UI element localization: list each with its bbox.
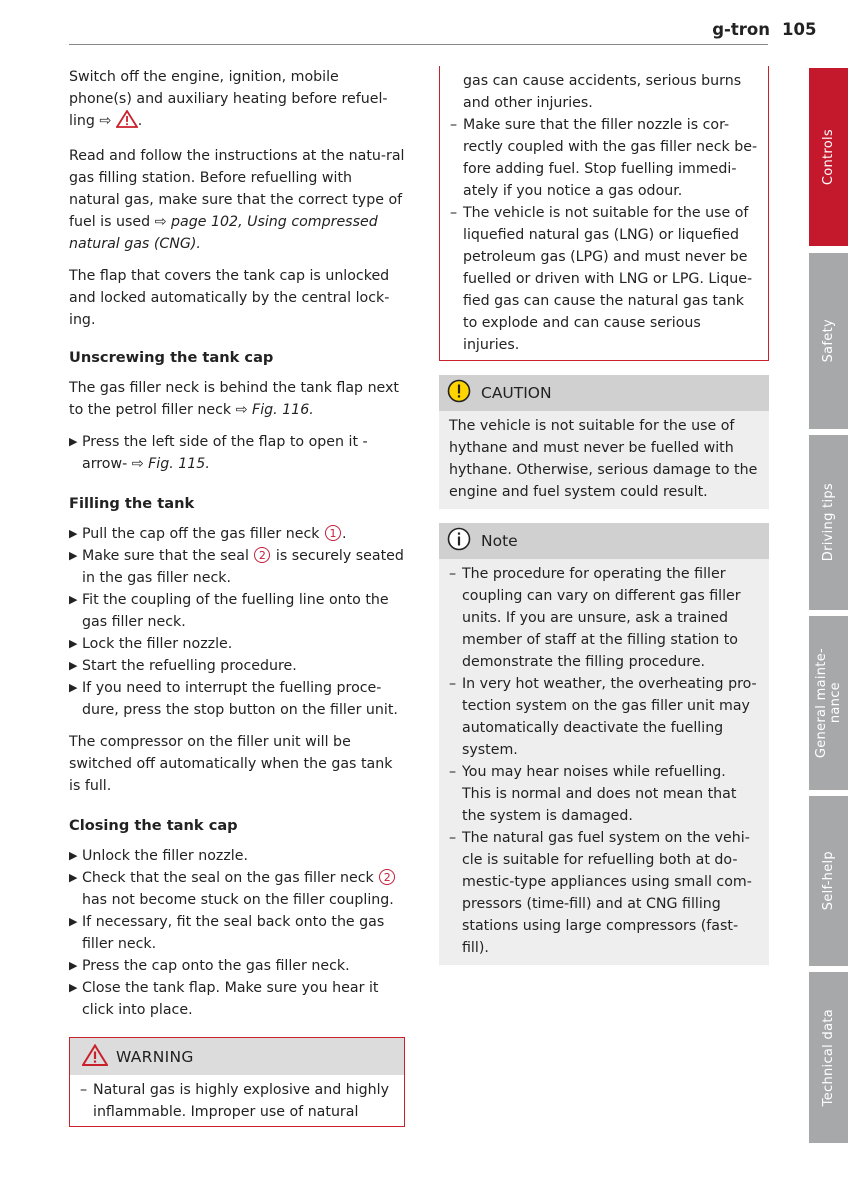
caution-box [439, 375, 769, 509]
warning-triangle-icon [116, 110, 138, 135]
list-item-continued: gas can cause accidents, serious burns and other injuries. [463, 73, 742, 111]
caution-title: CAUTION [481, 384, 552, 402]
bullet-arrow-icon: ▶ [69, 915, 78, 928]
list-item: ▶ Fit the coupling of the fuelling line onto the gas filler neck. [69, 589, 405, 633]
list-item: – You may hear noises while refuelling. This is normal and does not mean that the system is damaged. [449, 764, 737, 824]
list-item: ▶ If necessary, fit the seal back onto the gas filler neck. [69, 911, 405, 955]
intro-paragraph-1: Switch off the engine, ignition, mobile phone(s) and auxiliary heating before refuel-ling ⇨ . [69, 66, 405, 135]
left-column [69, 66, 405, 1127]
list-item: ▶ If you need to interrupt the fuelling proce-dure, press the stop button on the filler unit. [69, 677, 405, 721]
tab-safety[interactable]: Safety [809, 253, 848, 429]
warning-triangle-icon [82, 1044, 108, 1070]
caution-exclamation-icon [447, 379, 471, 407]
bullet-arrow-icon: ▶ [69, 849, 78, 862]
page-reference-link[interactable]: page 102, Using compressed natural gas (CNG). [69, 214, 378, 252]
unscrew-paragraph: The gas filler neck is behind the tank flap next to the petrol filler neck ⇨ Fig. 116. [69, 380, 399, 418]
list-item: – In very hot weather, the overheating pro-tection system on the gas filler unit may automatically deactivate the fuelling system. [449, 676, 757, 758]
list-item: – The procedure for operating the filler coupling can vary on different gas filler units. If you are unsure, ask a trained member of staff at the filling station to demonstrate the filling procedure. [449, 566, 741, 670]
list-item: – Make sure that the filler nozzle is cor-rectly coupled with the gas filler neck be-fore adding fuel. Stop fuelling immedi-ately if you notice a gas odour. [450, 117, 758, 199]
tab-self-help[interactable]: Self-help [809, 796, 848, 966]
list-item: – The natural gas fuel system on the vehi-cle is suitable for refuelling both at do-mestic-type appliances using small com-pressors (time-fill) and at CNG filling stations using large compressors (fast-fill). [449, 830, 752, 956]
list-item: ▶ Lock the filler nozzle. [69, 633, 405, 655]
right-column [439, 66, 769, 965]
unscrew-steps [69, 431, 405, 475]
note-title: Note [481, 532, 518, 550]
list-item: ▶ Close the tank flap. Make sure you hear it click into place. [69, 977, 405, 1021]
filling-after-paragraph: The compressor on the filler unit will be switched off automatically when the gas tank is full. [69, 734, 393, 794]
note-body [439, 559, 769, 965]
bullet-arrow-icon: ▶ [69, 681, 78, 694]
caution-body [439, 411, 769, 509]
heading-closing: Closing the tank cap [69, 817, 238, 834]
tab-technical-data[interactable]: Technical data [809, 972, 848, 1143]
bullet-arrow-icon: ▶ [69, 871, 78, 884]
header-rule [69, 44, 768, 45]
bullet-arrow-icon: ▶ [69, 435, 78, 448]
filling-steps [69, 523, 405, 721]
callout-number-2: 2 [379, 869, 395, 885]
list-item: – The vehicle is not suitable for the use of liquefied natural gas (LNG) or liquefied petroleum gas (LPG) and must never be fuelled or driven with LNG or LPG. Lique-fied gas can cause the natural gas tank to explode and can cause serious injuries. [450, 205, 753, 353]
list-item: ▶ Press the left side of the flap to open it -arrow- ⇨ Fig. 115. [69, 431, 405, 475]
bullet-arrow-icon: ▶ [69, 593, 78, 606]
warning-body [70, 1075, 404, 1126]
bullet-arrow-icon: ▶ [69, 527, 78, 540]
list-item: ▶ Check that the seal on the gas filler neck 2 has not become stuck on the filler coupling. [69, 867, 405, 911]
tab-general-maintenance[interactable]: General mainte- nance [809, 616, 848, 790]
intro-paragraph-2: Read and follow the instructions at the natu-ral gas filling station. Before refuelling with natural gas, make sure that the correct type of fuel is used ⇨ page 102, Using compressed natural gas (CNG). [69, 148, 405, 252]
callout-number-2: 2 [254, 547, 270, 563]
bullet-arrow-icon: ▶ [69, 637, 78, 650]
list-item: ▶ Pull the cap off the gas filler neck 1 . [69, 523, 405, 545]
page-number: 105 [782, 20, 817, 39]
heading-unscrewing: Unscrewing the tank cap [69, 349, 274, 366]
closing-steps [69, 845, 405, 1021]
bullet-arrow-icon: ▶ [69, 959, 78, 972]
figure-reference-link[interactable]: Fig. 115. [148, 456, 210, 472]
tab-controls[interactable]: Controls [809, 68, 848, 246]
caution-header [439, 375, 769, 411]
list-item: ▶ Start the refuelling procedure. [69, 655, 405, 677]
list-item: ▶ Make sure that the seal 2 is securely seated in the gas filler neck. [69, 545, 405, 589]
figure-reference-link[interactable]: Fig. 116. [252, 402, 314, 418]
bullet-arrow-icon: ▶ [69, 981, 78, 994]
warning-header [70, 1038, 404, 1075]
intro-paragraph-3: The flap that covers the tank cap is unlocked and locked automatically by the central lock-ing. [69, 268, 390, 328]
warning-box-continued [439, 66, 769, 361]
bullet-arrow-icon: ▶ [69, 659, 78, 672]
bullet-arrow-icon: ▶ [69, 549, 78, 562]
list-item: – Natural gas is highly explosive and highly inflammable. Improper use of natural [80, 1082, 390, 1120]
list-item: ▶ Press the cap onto the gas filler neck. [69, 955, 405, 977]
note-header [439, 523, 769, 559]
tab-driving-tips[interactable]: Driving tips [809, 435, 848, 610]
running-header-section: g-tron [712, 20, 770, 39]
callout-number-1: 1 [325, 525, 341, 541]
heading-filling: Filling the tank [69, 495, 195, 512]
warning-box [69, 1037, 405, 1127]
info-icon [447, 527, 471, 555]
note-box [439, 523, 769, 965]
caution-text: The vehicle is not suitable for the use of hythane and must never be fuelled with hythane. Otherwise, serious damage to the engine and fuel system could result. [449, 418, 758, 500]
warning-title: WARNING [116, 1047, 194, 1066]
list-item: ▶ Unlock the filler nozzle. [69, 845, 405, 867]
